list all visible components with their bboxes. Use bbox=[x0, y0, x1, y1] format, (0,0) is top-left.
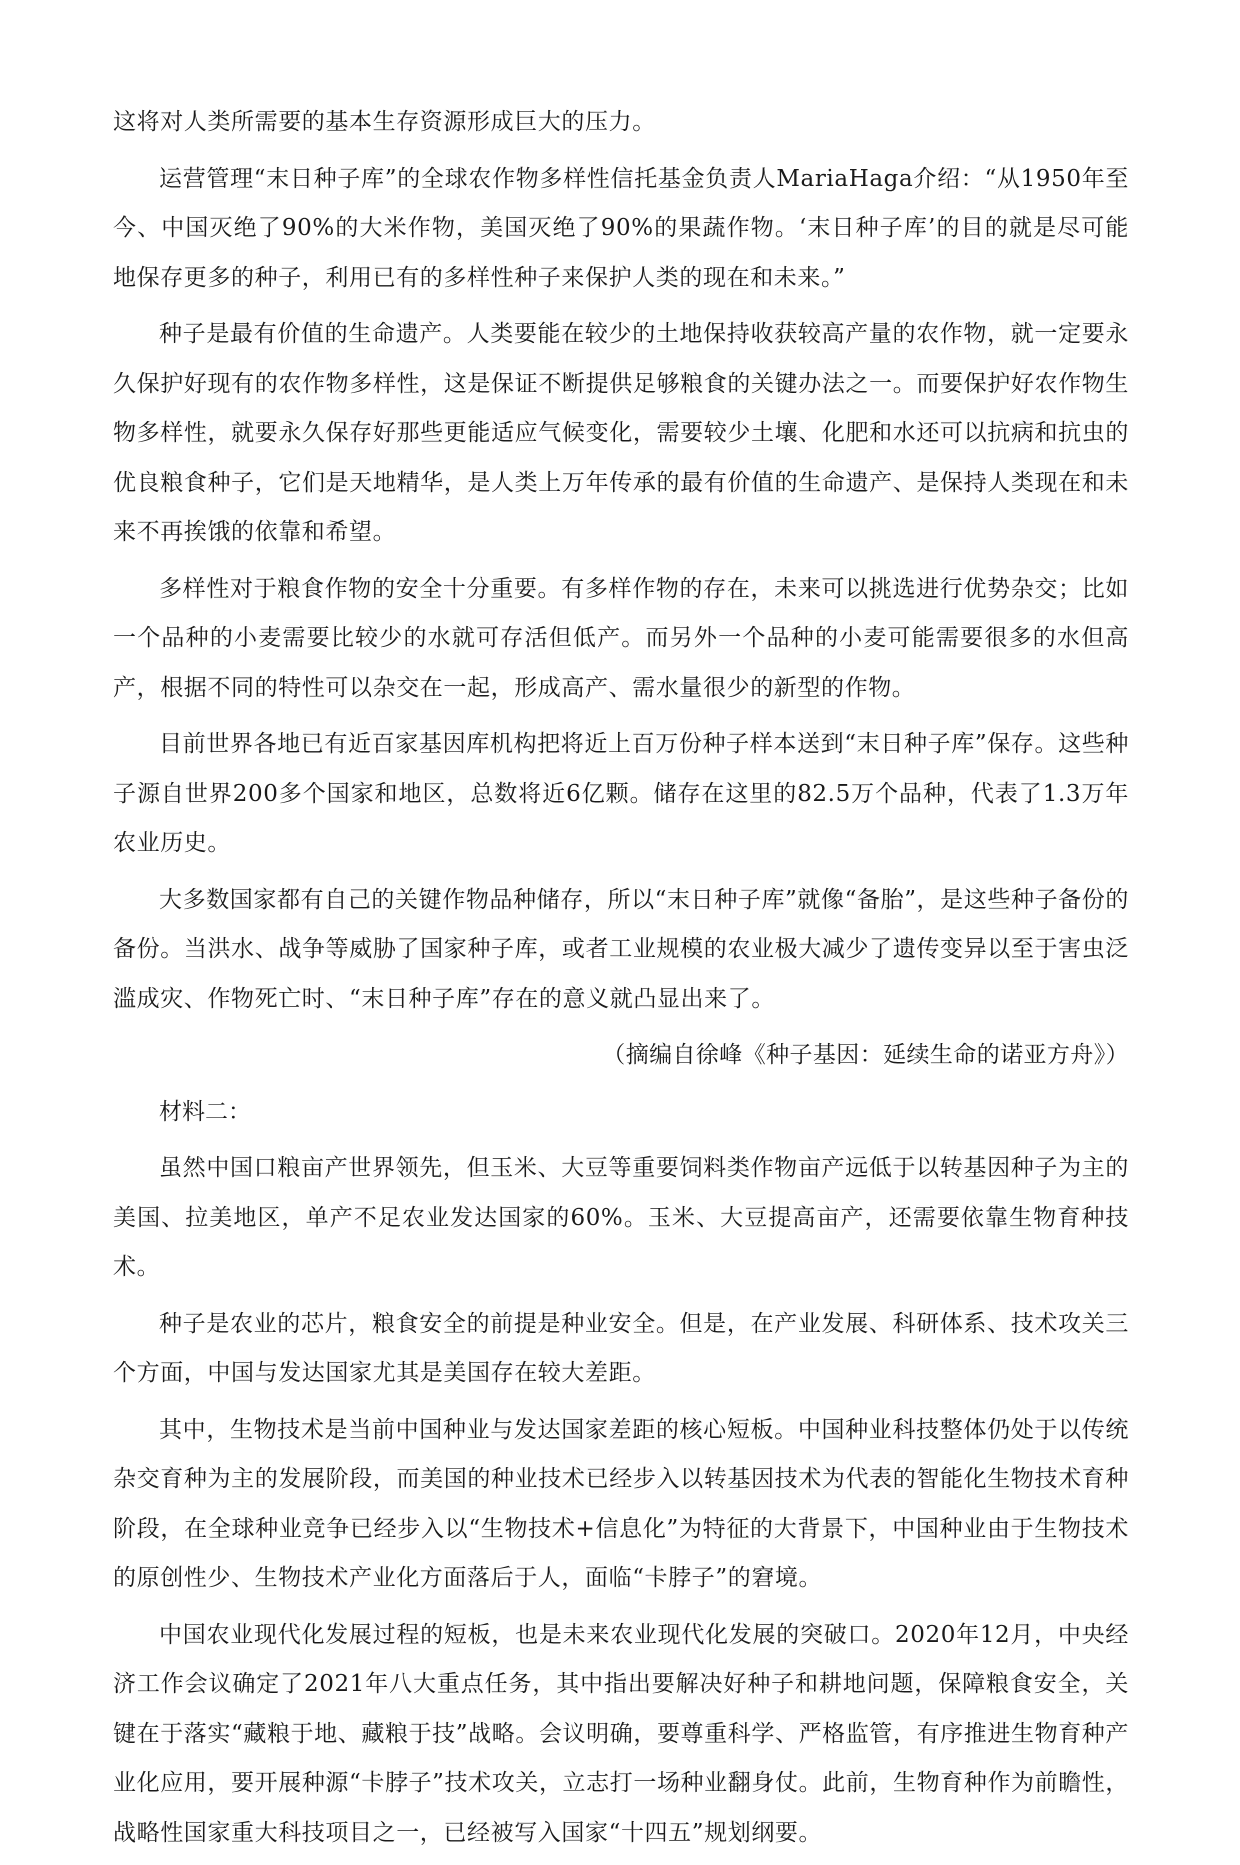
source-citation: （摘编自徐峰《种子基因：延续生命的诺亚方舟》） bbox=[602, 1042, 1129, 1068]
paragraph-seed-heritage: 种子是最有价值的生命遗产。人类要能在较少的土地保持收获较高产量的农作物，就一定要永久保护好现有的农作物多样性，这是保证不断提供足够粮食的关键办法之一。而要保护好农作物生物多样性，就要永久保存好那些更能适应气候变化，需要较少土壤、化肥和水还可以抗病和抗虫的优良粮食种子，它们是天地精华，是人类上万年传承的最有价值的生命遗产、是保持人类现在和未来不再挨饿的依靠和希望。 bbox=[113, 321, 1129, 545]
section-label-material-two: 材料二： bbox=[159, 1098, 251, 1125]
paragraph-backup: 大多数国家都有自己的关键作物品种储存，所以“末日种子库”就像“备胎”，是这些种子备份的备份。当洪水、战争等威胁了国家种子库，或者工业规模的农业极大减少了遗传变异以至于害虫泛滥成灾、作物死亡时、“末日种子库”存在的意义就凸显出来了。 bbox=[113, 886, 1129, 1012]
paragraph-policy: 中国农业现代化发展过程的短板，也是未来农业现代化发展的突破口。2020年12月，中央经济工作会议确定了2021年八大重点任务，其中指出要解决好种子和耕地问题，保障粮食安全，关键在于落实“藏粮于地、藏粮于技”战略。会议明确，要尊重科学、严格监管，有序推进生物育种产业化应用，要开展种源“卡脖子”技术攻关，立志打一场种业翻身仗。此前，生物育种作为前瞻性，战略性国家重大科技项目之一，已经被写入国家“十四五”规划纲要。 bbox=[113, 1621, 1129, 1846]
paragraph-diversity: 多样性对于粮食作物的安全十分重要。有多样作物的存在，未来可以挑选进行优势杂交；比如一个品种的小麦需要比较少的水就可存活但低产。而另外一个品种的小麦可能需要很多的水但高产，根据不同的特性可以杂交在一起，形成高产、需水量很少的新型的作物。 bbox=[113, 575, 1129, 701]
paragraph-continuation: 这将对人类所需要的基本生存资源形成巨大的压力。 bbox=[113, 109, 656, 135]
paragraph-biotech-shortboard: 其中，生物技术是当前中国种业与发达国家差距的核心短板。中国种业科技整体仍处于以传统杂交育种为主的发展阶段，而美国的种业技术已经步入以转基因技术为代表的智能化生物技术育种阶段，在全球种业竞争已经步入以“生物技术+信息化”为特征的大背景下，中国种业由于生物技术的原创性少、生物技术产业化方面落后于人，面临“卡脖子”的窘境。 bbox=[113, 1416, 1129, 1591]
paragraph-seed-chip: 种子是农业的芯片，粮食安全的前提是种业安全。但是，在产业发展、科研体系、技术攻关三个方面，中国与发达国家尤其是美国存在较大差距。 bbox=[113, 1310, 1129, 1386]
paragraph-gene-banks: 目前世界各地已有近百家基因库机构把将近上百万份种子样本送到“末日种子库”保存。这些种子源自世界200多个国家和地区，总数将近6亿颗。储存在这里的82.5万个品种，代表了1.3万年农业历史。 bbox=[113, 731, 1129, 856]
paragraph-mariahaga-quote: 运营管理“末日种子库”的全球农作物多样性信托基金负责人MariaHaga介绍：“从1950年至今、中国灭绝了90%的大米作物，美国灭绝了90%的果蔬作物。‘末日种子库’的目的就是尽可能地保存更多的种子，利用已有的多样性种子来保护人类的现在和未来。” bbox=[113, 165, 1129, 291]
paragraph-yield-gap: 虽然中国口粮亩产世界领先，但玉米、大豆等重要饲料类作物亩产远低于以转基因种子为主的美国、拉美地区，单产不足农业发达国家的60%。玉米、大豆提高亩产，还需要依靠生物育种技术。 bbox=[113, 1155, 1129, 1280]
article-body bbox=[113, 98, 1129, 1865]
